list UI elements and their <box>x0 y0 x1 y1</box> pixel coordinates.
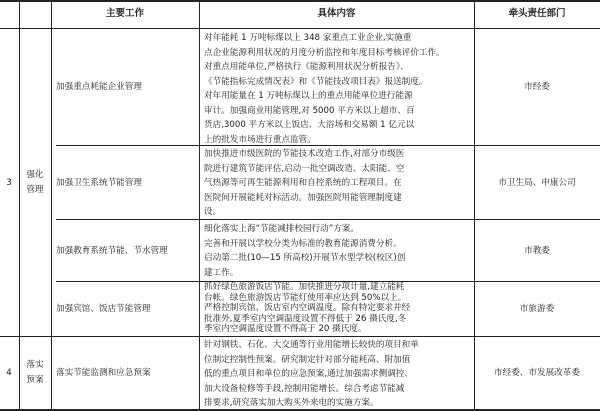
column-divider <box>19 0 20 411</box>
task-cell: 加强重点耗能企业管理 <box>56 82 142 92</box>
content-cell: 细化落实上海“节能减排校园行动”方案。 完善和开展以学校分类为标准的教育能源消费分析。 启动第二批(10—15 所高校)开展节水型学校(校区)创 建工作。 <box>204 224 406 278</box>
dept-cell: 市教委 <box>524 245 550 256</box>
group-category: 落实 预案 <box>26 360 44 385</box>
content-cell: 抓好绿色旅游饭店节能。加快推进分项计量,建立能耗 台帐。绿色旅游饭店节能灯使用率应达到 50%以上。 严格控制宾馆、饭店室内空调温度。除有特定要求并经 批准外,夏季室内空调温度设置不得低于 26 摄氏度,冬 季室内空调温度设置不得高于 20 摄氏度。 <box>204 282 411 335</box>
content-cell: 对年能耗 1 万吨标煤以上 348 家重点工业企业,实施重 点企业能源利用状况的月度分析监控和年度目标考核评价工作。 对重点用能单位,严格执行《能源利用状况分析报告》、 《节能指标完成情况表》和《节能技改项目表》报送制度。 对年用能量在 1 万吨标煤以上的重点用能单位进行能源 审计。加强商业用能管理,对 5000 平方米以上超市、百 货店,3000 平方米以上饭店、大浴场和交易额 1 亿元以 上的批发市场进行重点监管。 <box>204 33 445 145</box>
content-cell: 加快推进市级医院的节能技术改造工作,对部分市级医 院进行建筑节能评估,启动一批空调改造、太阳能、空 气热源等可再生能源利用和自控系统的工程项目。在 医院间开展能耗对标活动。加强医院用能管理制度建 设。 <box>204 149 405 217</box>
content-cell: 针对钢铁、石化、大交通等行业用能增长较快的项目和单 位制定控制性预案。研究制定针对部分能耗高、附加值 低的重点项目和单位的应急预案,通过加强需求侧调控、 加大设备检修等手段,控制用能增长。综合考虑节能减 排要求,研究落实加大购买外来电的实施方案。 <box>204 340 419 408</box>
group-number: 3 <box>6 177 12 188</box>
group-number: 4 <box>6 368 12 378</box>
dept-cell: 市旅游委 <box>519 304 555 314</box>
group-category: 强化 管理 <box>26 169 44 195</box>
task-cell: 加强宾馆、饭店节能管理 <box>56 304 151 314</box>
task-cell: 落实节能监测和应急预案 <box>56 368 151 378</box>
column-divider <box>51 0 52 411</box>
task-cell: 加强教育系统节能、节水管理 <box>56 245 168 256</box>
dept-cell: 市经委 <box>524 82 550 92</box>
header-content: 具体内容 <box>317 8 356 19</box>
dept-cell: 市卫生局、申康公司 <box>498 177 576 188</box>
header-work: 主要工作 <box>105 8 144 19</box>
column-divider <box>199 0 200 411</box>
header-dept: 牵头责任部门 <box>508 8 566 19</box>
column-divider <box>474 0 475 411</box>
dept-cell: 市经委、市发展改革委 <box>494 368 580 378</box>
task-cell: 加强卫生系统节能管理 <box>56 177 142 188</box>
